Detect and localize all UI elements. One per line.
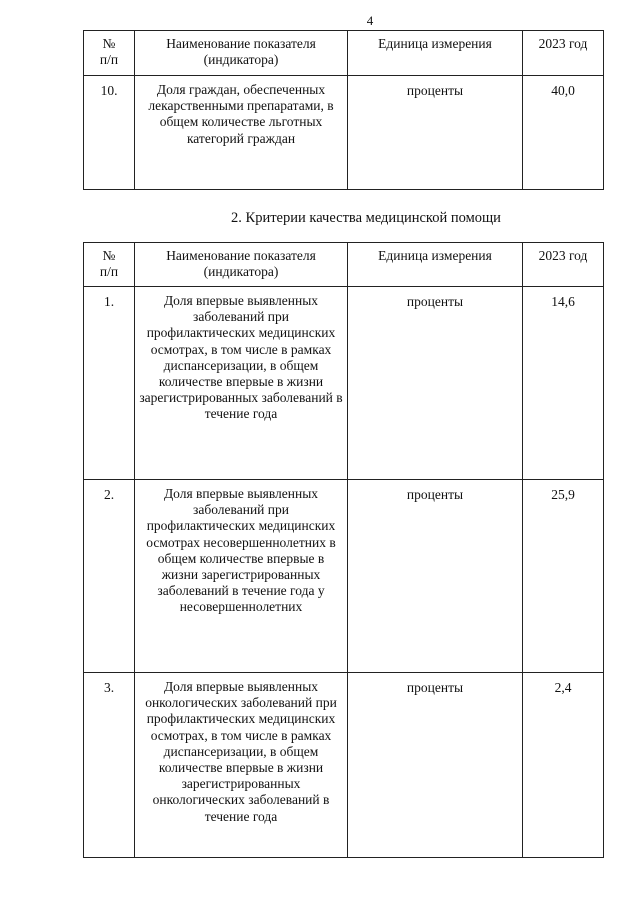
- indicator-name: Доля граждан, обеспеченных лекарственными препаратами, в общем количестве льготных категорий граждан: [135, 76, 348, 190]
- header-year: 2023 год: [523, 31, 604, 76]
- unit-cell: проценты: [348, 480, 523, 673]
- row-number: 3.: [84, 673, 135, 858]
- value-cell: 2,4: [523, 673, 604, 858]
- header-name: Наименование показателя (индикатора): [135, 243, 348, 287]
- header-unit: Единица измерения: [348, 243, 523, 287]
- indicator-name: Доля впервые выявленных заболеваний при профилактических медицинских осмотрах, в том числе в рамках диспансеризации, в общем количестве впервые в жизни зарегистрированных заболеваний в течение года: [135, 287, 348, 480]
- header-num: № п/п: [84, 31, 135, 76]
- table-row: [84, 76, 604, 190]
- quality-criteria-table: [83, 242, 604, 858]
- page-number: 4: [366, 13, 374, 28]
- row-number: 2.: [84, 480, 135, 673]
- unit-cell: проценты: [348, 673, 523, 858]
- row-number: 1.: [84, 287, 135, 480]
- table-header-row: [84, 243, 604, 287]
- header-num: № п/п: [84, 243, 135, 287]
- table-header-row: [84, 31, 604, 76]
- indicator-name: Доля впервые выявленных заболеваний при профилактических медицинских осмотрах несовершеннолетних в общем количестве впервые в жизни зарегистрированных заболеваний в течение года у несовершеннолетних: [135, 480, 348, 673]
- value-cell: 25,9: [523, 480, 604, 673]
- unit-cell: проценты: [348, 287, 523, 480]
- unit-cell: проценты: [348, 76, 523, 190]
- header-unit: Единица измерения: [348, 31, 523, 76]
- table-row: [84, 673, 604, 858]
- value-cell: 14,6: [523, 287, 604, 480]
- section-title: 2. Критерии качества медицинской помощи: [231, 210, 501, 226]
- indicators-table-continued: [83, 30, 604, 190]
- indicator-name: Доля впервые выявленных онкологических заболеваний при профилактических медицинских осмотрах, в том числе в рамках диспансеризации, в общем количестве впервые в жизни зарегистрированных онкологических заболеваний в течение года: [135, 673, 348, 858]
- value-cell: 40,0: [523, 76, 604, 190]
- table-row: [84, 287, 604, 480]
- row-number: 10.: [84, 76, 135, 190]
- table-row: [84, 480, 604, 673]
- header-year: 2023 год: [523, 243, 604, 287]
- header-name: Наименование показателя (индикатора): [135, 31, 348, 76]
